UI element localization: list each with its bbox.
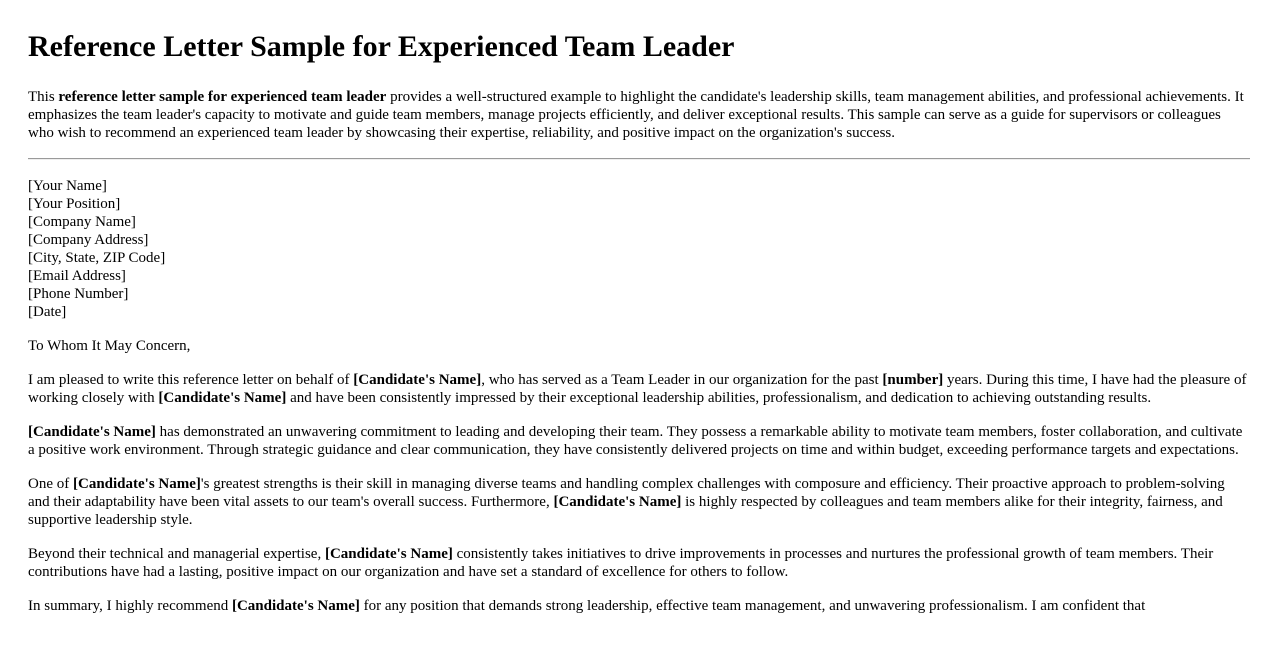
- letter-text: In summary, I highly recommend: [28, 598, 232, 614]
- address-line-name: [Your Name]: [28, 178, 107, 194]
- address-line-position: [Your Position]: [28, 196, 121, 212]
- intro-bold-phrase: reference letter sample for experienced team leader: [58, 89, 387, 105]
- address-line-phone: [Phone Number]: [28, 286, 129, 302]
- candidate-name-placeholder: [Candidate's Name]: [553, 494, 682, 510]
- address-line-city-state-zip: [City, State, ZIP Code]: [28, 250, 166, 266]
- address-line-date: [Date]: [28, 304, 67, 320]
- candidate-name-placeholder: [Candidate's Name]: [353, 372, 482, 388]
- salutation: To Whom It May Concern,: [28, 338, 191, 354]
- letter-text: for any position that demands strong leadership, effective team management, and unwavering professionalism. I am confident that: [359, 598, 1146, 614]
- candidate-name-placeholder: [Candidate's Name]: [324, 546, 453, 562]
- letter-text: is highly respected by colleagues and team members alike for their integrity, fairness, and supportive leadership style.: [28, 494, 1223, 528]
- letter-text: 's greatest strengths is their skill in managing diverse teams and handling complex challenges with composure and efficiency. Their proactive approach to problem-solving and their adaptability have been vital assets to our team's overall success. Furthermore,: [28, 476, 1225, 510]
- address-line-company: [Company Name]: [28, 214, 136, 230]
- candidate-name-placeholder: [Candidate's Name]: [231, 598, 360, 614]
- intro-text-start: This: [28, 89, 59, 105]
- number-placeholder: [number]: [882, 372, 944, 388]
- letter-paragraph-2: [28, 423, 1250, 459]
- divider: [28, 158, 1250, 160]
- letter-paragraph-5: [28, 597, 1250, 615]
- letter-text: , who has served as a Team Leader in our organization for the past: [481, 372, 883, 388]
- page-title: Reference Letter Sample for Experienced Team Leader: [28, 30, 735, 63]
- letter-text: consistently takes initiatives to drive improvements in processes and nurtures the professional growth of team members. Their contributions have had a lasting, positive impact on our organization and have set a standard of excellence for others to follow.: [28, 546, 1214, 580]
- candidate-name-placeholder: [Candidate's Name]: [158, 390, 287, 406]
- intro-paragraph: [28, 88, 1250, 142]
- letter-paragraph-1: [28, 371, 1250, 407]
- address-line-email: [Email Address]: [28, 268, 126, 284]
- letter-text: One of: [28, 476, 73, 492]
- sender-address-block: [28, 177, 1250, 321]
- letter-text: years. During this time, I have had the pleasure of working closely with: [28, 372, 1247, 406]
- address-line-company-address: [Company Address]: [28, 232, 149, 248]
- letter-text: has demonstrated an unwavering commitment to leading and developing their team. They possess a remarkable ability to motivate team members, foster collaboration, and cultivate a positive work environment. Through strategic guidance and clear communication, they have consistently delivered projects on time and within budget, exceeding performance targets and expectations.: [28, 424, 1243, 458]
- document-page: [28, 0, 1250, 615]
- candidate-name-placeholder: [Candidate's Name]: [28, 424, 156, 440]
- letter-text: and have been consistently impressed by their exceptional leadership abilities, professionalism, and dedication to achieving outstanding results.: [286, 390, 1152, 406]
- letter-paragraph-4: [28, 545, 1250, 581]
- letter-paragraph-3: [28, 475, 1250, 529]
- letter-text: Beyond their technical and managerial expertise,: [28, 546, 325, 562]
- intro-text-rest: provides a well-structured example to highlight the candidate's leadership skills, team management abilities, and professional achievements. It emphasizes the team leader's capacity to motivate and guide team members, manage projects efficiently, and deliver exceptional results. This sample can serve as a guide for supervisors or colleagues who wish to recommend an experienced team leader by showcasing their expertise, reliability, and positive impact on the organization's success.: [28, 89, 1244, 141]
- letter-text: I am pleased to write this reference letter on behalf of: [28, 372, 354, 388]
- candidate-name-placeholder: [Candidate's Name]: [73, 476, 201, 492]
